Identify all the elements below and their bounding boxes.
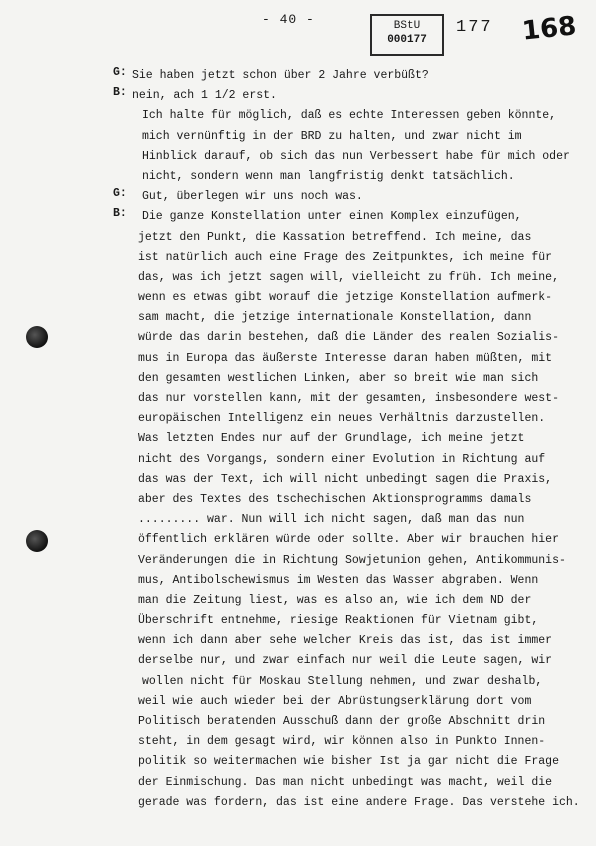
text-line: Ich halte für möglich, daß es echte Interessen geben könnte, (142, 109, 557, 123)
text-line: politik so weitermachen wie bisher Ist ja gar nicht die Frage (138, 755, 559, 769)
text-line: würde das darin bestehen, daß die Länder des realen Sozialis- (138, 331, 559, 345)
text-line: öffentlich erklären würde oder sollte. Aber wir brauchen hier (138, 533, 559, 547)
text-line: jetzt den Punkt, die Kassation betreffend. Ich meine, das (138, 230, 532, 244)
text-line: man die Zeitung liest, was es also an, wie ich dem ND der (138, 593, 532, 607)
text-line: der Einmischung. Das man nicht unbedingt was macht, weil die (138, 775, 553, 789)
text-line: Hinblick darauf, ob sich das nun Verbessert habe für mich oder (142, 149, 570, 163)
stamp-label: BStU (393, 20, 421, 32)
text-line: aber des Textes des tschechischen Aktionsprogramms damals (138, 492, 532, 506)
text-line: das, was ich jetzt sagen will, vielleicht zu früh. Ich meine, (138, 270, 559, 284)
text-line: das was der Text, ich will nicht unbedingt sagen die Praxis, (138, 472, 553, 486)
text-line: ......... war. Nun will ich nicht sagen, daß man das nun (138, 513, 525, 527)
text-line: Überschrift entnehme, riesige Reaktionen für Vietnam gibt, (138, 614, 539, 628)
text-line: derselbe nur, und zwar einfach nur weil die Leute sagen, wir (138, 654, 553, 668)
text-line: den gesamten westlichen Linken, aber so breit wie man sich (138, 371, 539, 385)
archive-stamp (370, 14, 444, 56)
text-line: Veränderungen die in Richtung Sowjetunion gehen, Antikommunis- (138, 553, 566, 567)
text-line: mus, Antibolschewismus im Westen das Wasser abgraben. Wenn (138, 573, 539, 587)
text-line: ist natürlich auch eine Frage des Zeitpunktes, ich meine für (138, 250, 553, 264)
text-line: Sie haben jetzt schon über 2 Jahre verbüßt? (132, 69, 429, 82)
text-line: nein, ach 1 1/2 erst. (132, 89, 277, 103)
text-line: gerade was fordern, das ist eine andere Frage. Das verstehe ich. (138, 795, 580, 809)
text-line: Die ganze Konstellation unter einen Komplex einzufügen, (142, 210, 522, 224)
speaker-label: B: (113, 207, 127, 220)
punch-hole (26, 326, 48, 348)
text-line: steht, in dem gesagt wird, wir können also in Punkto Innen- (138, 735, 546, 749)
text-line: weil wie auch wieder bei der Abrüstungserklärung dort vom (138, 694, 532, 708)
text-line: sam macht, die jetzige internationale Konstellation, dann (138, 311, 532, 325)
page-number: - 40 - (262, 12, 315, 27)
text-line: nicht des Vorgangs, sondern einer Evolution in Richtung auf (138, 452, 546, 466)
text-line: Was letzten Endes nur auf der Grundlage, ich meine jetzt (138, 432, 525, 446)
speaker-label: B: (113, 86, 127, 99)
punch-hole (26, 530, 48, 552)
text-line: mus in Europa das äußerste Interesse daran haben müßten, mit (138, 351, 553, 365)
text-line: Politisch beratenden Ausschuß dann der große Abschnitt drin (138, 715, 546, 728)
transcript-body (118, 66, 580, 813)
speaker-label: G: (113, 187, 127, 200)
text-line: europäischen Intelligenz ein neues Verhältnis darzustellen. (138, 412, 546, 426)
text-line: nicht, sondern wenn man langfristig denkt tatsächlich. (142, 169, 515, 183)
text-line: wollen nicht für Moskau Stellung nehmen, und zwar deshalb, (142, 674, 543, 688)
text-line: Gut, überlegen wir uns noch was. (142, 190, 363, 204)
handwritten-page-number: 168 (520, 11, 578, 47)
stamp-page-number: 177 (456, 18, 493, 37)
text-line: das nur vorstellen kann, mit der gesamten, insbesondere west- (138, 392, 559, 405)
stamp-number: 000177 (387, 34, 427, 46)
text-line: wenn es etwas gibt worauf die jetzige Konstellation aufmerk- (138, 291, 553, 305)
speaker-label: G: (113, 66, 127, 79)
text-line: wenn ich dann aber sehe welcher Kreis das ist, das ist immer (138, 634, 553, 648)
text-line: mich vernünftig in der BRD zu halten, und zwar nicht im (142, 129, 522, 143)
